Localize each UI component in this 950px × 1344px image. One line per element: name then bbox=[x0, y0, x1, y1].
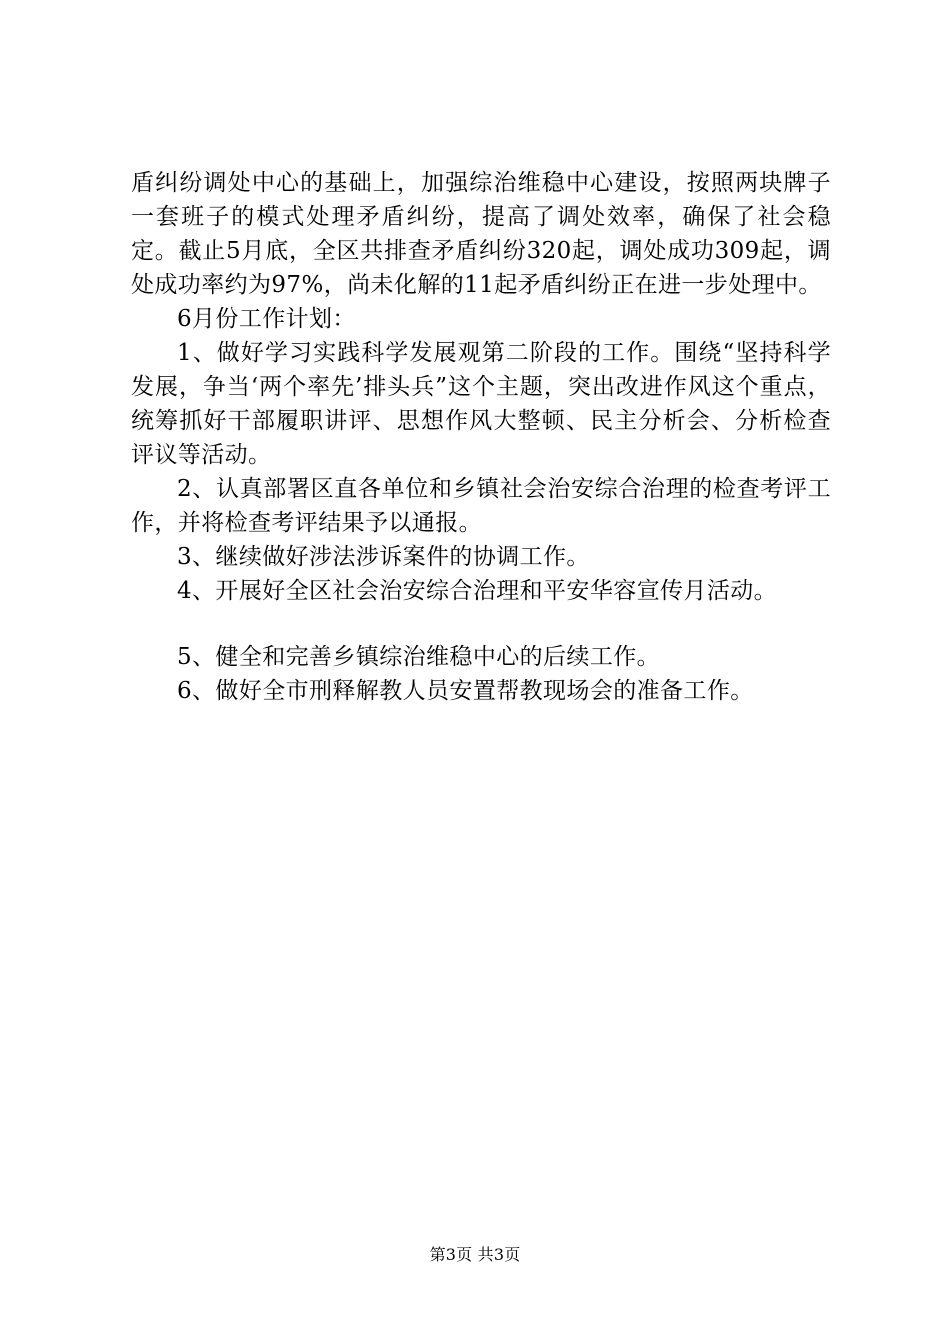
paragraph-plan-item-1: 1、做好学习实践科学发展观第二阶段的工作。围绕“坚持科学发展，争当‘两个率先’排头兵”这个主题，突出改进作风这个重点，统筹抓好干部履职讲评、思想作风大整顿、民主分析会、分析检查评议等活动。 bbox=[131, 340, 831, 468]
paragraph-plan-heading: 6月份工作计划： bbox=[177, 306, 356, 332]
paragraph-plan-item-5: 5、健全和完善乡镇综治维稳中心的后续工作。 bbox=[177, 644, 661, 670]
paragraph-plan-item-4: 4、开展好全区社会治安综合治理和平安华容宣传月活动。 bbox=[177, 578, 778, 604]
paragraph-plan-item-2: 2、认真部署区直各单位和乡镇社会治安综合治理的检查考评工作，并将检查考评结果予以通报。 bbox=[131, 476, 831, 536]
paragraph-plan-item-6: 6、做好全市刑释解教人员安置帮教现场会的准备工作。 bbox=[177, 678, 754, 704]
paragraph-plan-item-3: 3、继续做好涉法涉诉案件的协调工作。 bbox=[177, 544, 590, 570]
document-body bbox=[131, 166, 831, 708]
paragraph-spacer bbox=[131, 608, 831, 640]
page-number-label: 第3页 共3页 bbox=[429, 1245, 521, 1264]
paragraph-continuation: 盾纠纷调处中心的基础上，加强综治维稳中心建设，按照两块牌子一套班子的模式处理矛盾纠纷，提高了调处效率，确保了社会稳定。截止5月底，全区共排查矛盾纠纷320起，调处成功309起，调处成功率约为97%，尚未化解的11起矛盾纠纷正在进一步处理中。 bbox=[131, 170, 831, 298]
page-footer bbox=[0, 1245, 950, 1265]
